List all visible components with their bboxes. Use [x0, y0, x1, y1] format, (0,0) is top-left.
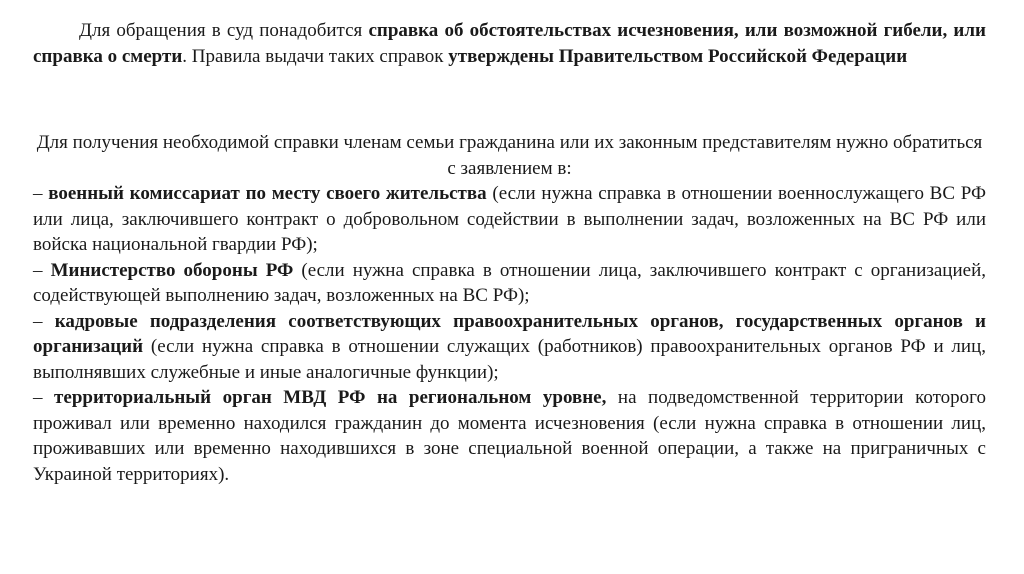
- list-item-bold: кадровые подразделения соответствующих правоохранительных органов, государственных органов и организаций: [33, 310, 987, 357]
- list-item-text: (если нужна справка в отношении лица, заключившего контракт с организацией, содействующей выполнению задач, возложенных на ВС РФ);: [33, 259, 986, 306]
- intro-text-1: Для обращения в суд понадобится: [79, 20, 369, 41]
- list-dash: –: [33, 387, 55, 408]
- intro-bold-1: справка об обстоятельствах исчезновения, или возможной гибели, или справка о смерти: [33, 20, 986, 67]
- list-item-text: (если нужна справка в отношении военнослужащего ВС РФ или лица, заключившего контракт о добровольном содействии в выполнении задач, возложенных на ВС РФ или войска национальной гвардии РФ);: [33, 183, 986, 255]
- intro-bold-2: утверждены Правительством Российской Федерации: [448, 45, 908, 67]
- intro-text-2: . Правила выдачи таких справок: [182, 45, 449, 67]
- authority-list: [33, 181, 986, 487]
- list-dash: –: [33, 259, 51, 281]
- list-dash: –: [33, 310, 55, 332]
- list-item: [33, 258, 986, 309]
- request-paragraph: Для получения необходимой справки членам семьи гражданина или их законным представителям нужно обратиться с заявлением в:: [36, 132, 983, 179]
- list-item: [33, 181, 986, 258]
- list-item-bold: Министерство обороны РФ: [50, 259, 294, 281]
- list-dash: –: [33, 183, 49, 204]
- list-item-bold: военный комиссариат по месту своего жительства: [48, 183, 487, 204]
- list-item-text: на подведомственной территории которого проживал или временно находился гражданин до момента исчезновения (если нужна справка в отношении лиц, проживавших или временно находившихся в зоне специальной военной операции, а также на приграничных с Украиной территориях).: [33, 387, 986, 485]
- list-item: [33, 309, 986, 386]
- list-item-text: (если нужна справка в отношении служащих (работников) правоохранительных органов РФ и лиц, выполнявших служебные и иные аналогичные функции);: [33, 336, 986, 383]
- list-item-bold: территориальный орган МВД РФ на региональном уровне,: [54, 387, 607, 408]
- list-item: [33, 385, 986, 487]
- intro-paragraph: [33, 18, 986, 69]
